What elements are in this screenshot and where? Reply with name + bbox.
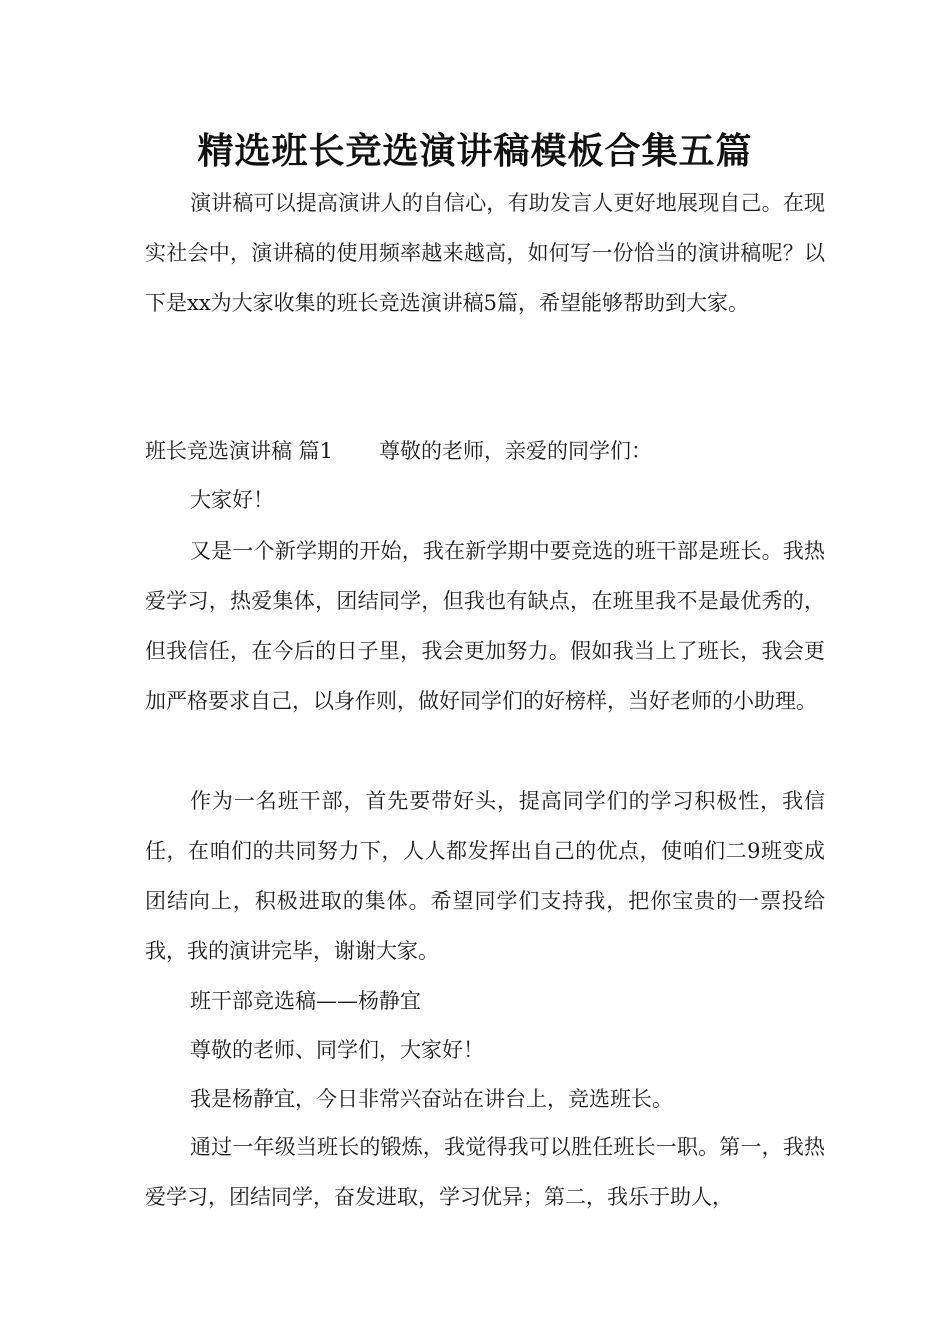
body-paragraph-6: 通过一年级当班长的锻炼，我觉得我可以胜任班长一职。第一，我热爱学习，团结同学，奋发进取，学习优异；第二，我乐于助人， xyxy=(145,1135,825,1209)
intro-paragraph: 演讲稿可以提高演讲人的自信心，有助发言人更好地展现自己。在现实社会中，演讲稿的使用频率越来越高，如何写一份恰当的演讲稿呢？以下是xx为大家收集的班长竞选演讲稿5篇，希望能够帮助到大家。 xyxy=(145,191,825,315)
body-paragraph-4: 尊敬的老师、同学们，大家好！ xyxy=(190,1038,484,1062)
body-paragraph-2: 作为一名班干部，首先要带好头，提高同学们的学习积极性，我信任，在咱们的共同努力下，人人都发挥出自己的优点，使咱们二9班变成团结向上，积极进取的集体。希望同学们支持我，把你宝贵的一票投给我，我的演讲完毕，谢谢大家。 xyxy=(145,789,825,963)
body-paragraph-1: 又是一个新学期的开始，我在新学期中要竞选的班干部是班长。我热爱学习，热爱集体，团结同学，但我也有缺点，在班里我不是最优秀的，但我信任，在今后的日子里，我会更加努力。假如我当上了班长，我会更加严格要求自己，以身作则，做好同学们的好榜样，当好老师的小助理。 xyxy=(145,539,825,713)
greeting-paragraph: 大家好！ xyxy=(190,488,274,512)
body-paragraph-5: 我是杨静宜，今日非常兴奋站在讲台上，竞选班长。 xyxy=(190,1087,673,1111)
section-heading-line xyxy=(145,426,825,476)
section-salutation: 尊敬的老师，亲爱的同学们： xyxy=(379,439,653,463)
document-title: 精选班长竞选演讲稿模板合集五篇 xyxy=(197,131,753,172)
section-heading: 班长竞选演讲稿 篇1 xyxy=(145,439,334,463)
body-paragraph-3: 班干部竞选稿——杨静宜 xyxy=(190,989,421,1013)
